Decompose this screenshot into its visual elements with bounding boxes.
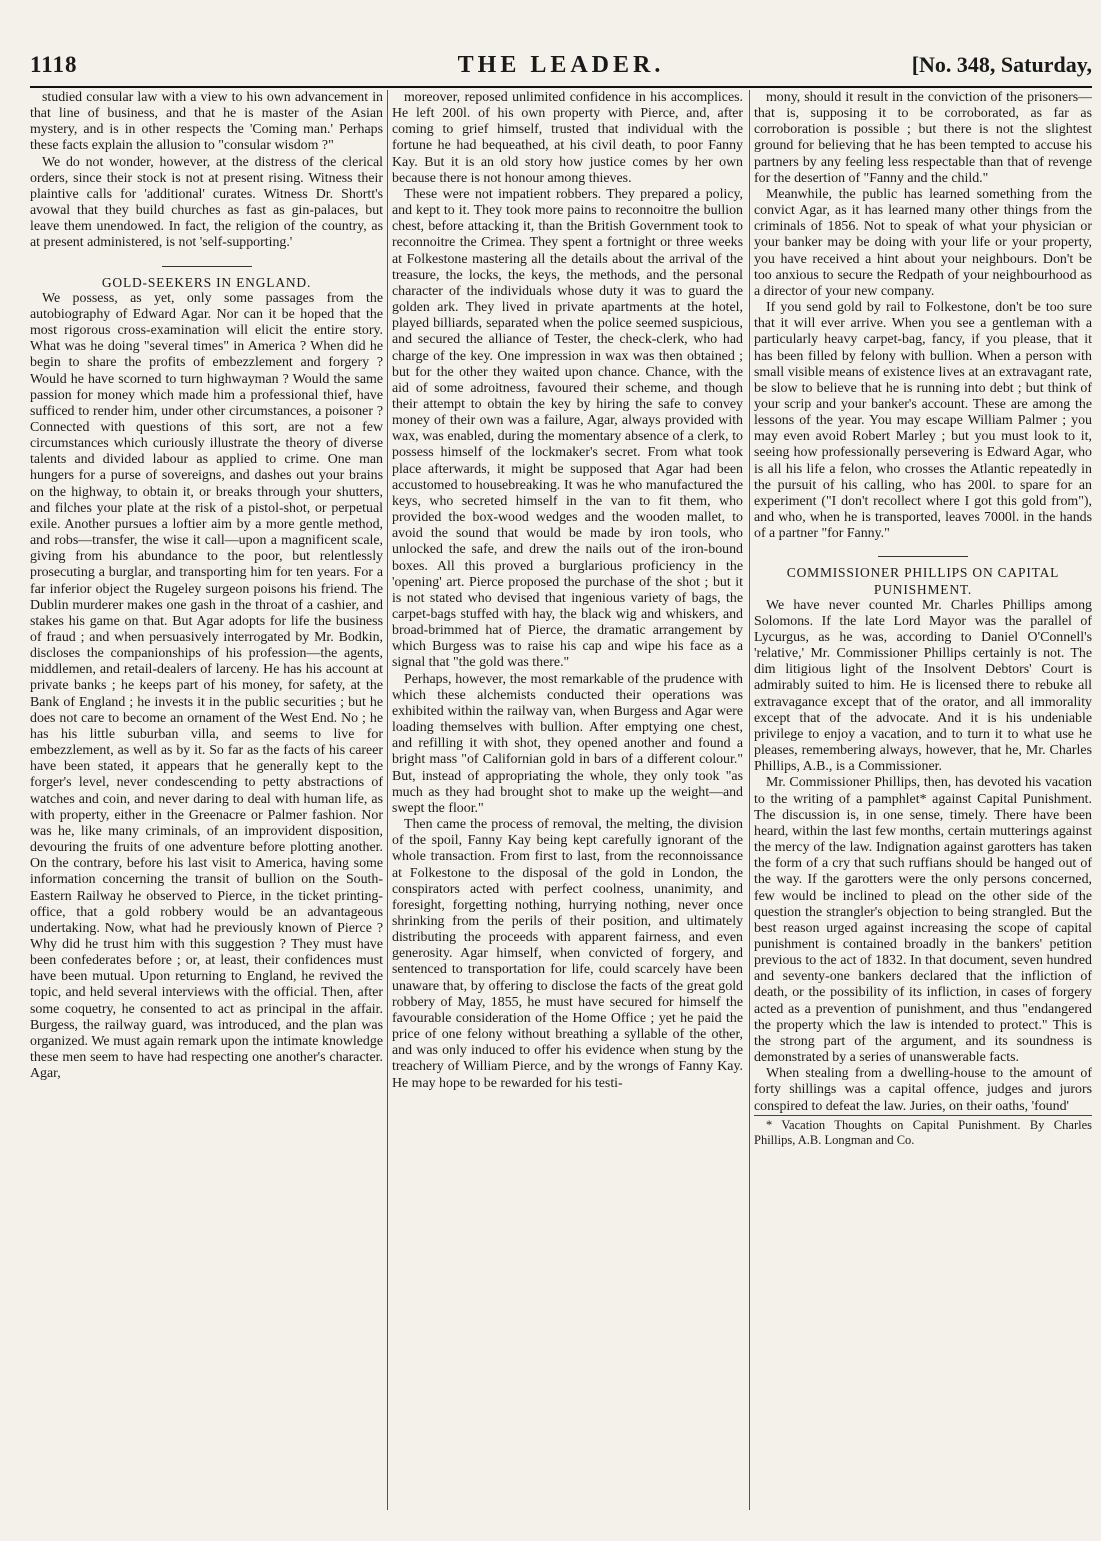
paragraph: We have never counted Mr. Charles Phillips among Solomons. If the late Lord Mayor was the parallel of Lycurgus, as he was, according to Daniel O'Connell's 'relative,' Mr. Commissioner Phillips certainly is not. The dim litigious light of the Insolvent Debtors' Court is admirably suited to him. He is licensed there to rebuke all extravagance except that of the orator, and all immorality except that of the advocate. And it is his undeniable privilege to enjoy a vacation, and to turn it to what use he pleases, remembering always, however, that he, Mr. Charles Phillips, A.B., is a Commissioner. [754,597,1092,775]
paragraph: Perhaps, however, the most remarkable of the prudence with which these alchemists conducted their operations was exhibited within the railway van, when Burgess and Agar were loading themselves with bullion. After emptying one chest, and refilling it with shot, they opened another and found a bright mass "of Californian gold in bars of a different colour." But, instead of appropriating the whole, they only took "as much as they had brought shot to make up the weight—and swept the floor." [392,671,743,816]
column-divider [387,90,388,1510]
column-divider [749,90,750,1510]
paragraph: studied consular law with a view to his own advancement in that line of business, and that he is master of the Asian mystery, and is in other respects the 'Coming man.' Perhaps these facts explain the allusion to "consular wisdom ?" [30,90,383,154]
paragraph: When stealing from a dwelling-house to the amount of forty shillings was a capital offence, judges and jurors conspired to defeat the law. Juries, on their oaths, 'found' [754,1066,1092,1114]
article-title: GOLD-SEEKERS IN ENGLAND. [101,274,312,290]
paragraph: Then came the process of removal, the melting, the division of the spoil, Fanny Kay being kept carefully ignorant of the whole transaction. From first to last, from the reconnoissance at Folkestone to the disposal of the gold in London, the conspirators acted with perfect coolness, unanimity, and foresight, forgetting nothing, hurrying nothing, never once shrinking from the perils of their position, and ultimately distributing the proceeds with apparent fairness, and even generosity. Agar himself, when convicted of forgery, and sentenced to transportation for life, could scarcely have been unaware that, by offering to disclose the facts of the great gold robbery of May, 1855, he must have secured for himself the favourable consideration of the Home Office ; yet he paid the price of one felony without breathing a syllable of the other, and was only induced to offer his evidence when stung by the treachery of William Pierce, and by the wrongs of Fanny Kay. He may hope to be rewarded for his testi- [392,817,743,1091]
issue-info: [No. 348, Saturday, [911,52,1092,77]
masthead-title: THE LEADER. [457,52,665,78]
page-number: 1118 [30,52,78,77]
column-2 [392,90,743,1510]
paragraph: moreover, reposed unlimited confidence in his accomplices. He left 200l. of his own property with Pierce, and, after coming to grief himself, trusted that individual with the fortune he had bequeathed, at his civil death, to poor Fanny Kay. But it is an old story how justice comes by her own because there is not honour among thieves. [392,90,743,186]
paragraph: Mr. Commissioner Phillips, then, has devoted his vacation to the writing of a pamphlet* against Capital Punishment. The discussion is, in one sense, timely. There have been heard, within the last few months, certain mutterings against the mercy of the law. Indignation against garotters has taken the form of a cry that such ruffians should be hanged out of the way. If the garotters were the only persons concerned, few would be inclined to plead on the other side of the question the strangler's objection to being strangled. But the best reason urged against increasing the scope of capital punishment is contained broadly in the bankers' petition previous to the act of 1832. In that document, seven hundred and seventy-one bankers declared that the infliction of death, or the possibility of its infliction, in cases of forgery acted as a prevention of punishment, and thus "endangered the property which the law is intended to protect." This is the strong part of the argument, and its soundness is demonstrated by a series of unanswerable facts. [754,775,1092,1066]
paragraph: Meanwhile, the public has learned something from the convict Agar, as it has learned many other things from the criminals of 1856. Not to speak of what your physician or your banker may be doing with your life or your property, you have received a hint about your neighbours. Don't be too anxious to secure the Redpath of your neighbourhood as a director of your new company. [754,186,1092,299]
article-separator [878,556,968,557]
paragraph: We possess, as yet, only some passages from the autobiography of Edward Agar. Nor can it be hoped that the most rigorous cross-examination will elicit the entire story. What was he doing "several times" in America ? When did he begin to share the profits of embezzlement and forgery ? Would he have scorned to turn highwayman ? Would the same passion for money which made him a professional thief, have sufficed to render him, under other circumstances, a poisoner ? Connected with questions of this sort, are not a few circumstances which curiously illustrate the theory of diverse talents and divided labour as applied to crime. One man hungers for a purse of sovereigns, and dashes out your brains on the highway, to obtain it, or breaks through your shutters, and filches your plate at the risk of a pistol-shot, or perpetual exile. Another pursues a loftier aim by a more gentle method, and robs—transfer, the wise it call—upon a magnificent scale, giving from his abundance to the poor, but relentlessly prosecuting a burglar, and transporting him for ten years. For a far inferior object the Rugeley surgeon poisons his friend. The Dublin murderer makes one gash in the throat of a cashier, and stakes his game on that. But Agar adopts for life the business of fraud ; and when persuasively interrogated by Mr. Bodkin, discloses the companionships of his profession—the agents, middlemen, and retail-dealers of larceny. He has his account at private banks ; he keeps part of his money, for safety, at the Bank of England ; he invests it in the public securities ; but he does not care to become an ornament of the West End. No ; he has his little suburban villa, and seems to live for embezzlement, as well as by it. So far as the facts of his career have been stated, it appears that he generally kept to the forger's level, never condescending to petty abstractions of watches and coin, and never daring to deal with human life, as with property, either in the Greenacre or Palmer fashion. Nor was he, like many criminals, of an improvident disposition, devouring the fruits of one adventure before plotting another. On the contrary, before his last visit to America, having some information concerning the transit of bullion on the South-Eastern Railway he observed to Pierce, in the ticket printing-office, that a gold robbery would be an advantageous undertaking. Now, what had he previously known of Pierce ? Why did he trust him with this suggestion ? They must have been confederates before ; or, at least, their confidences must have been mutual. Upon returning to England, he revived the topic, and held several interviews with the official. Then, after some coquetry, he consented to act as principal in the affair. Burgess, the railway guard, was introduced, and the plan was organized. We must again remark upon the intimate knowledge these men seem to have had respecting one another's character. Agar, [30,290,383,1082]
article-separator [162,266,252,267]
header-rule [30,86,1092,88]
paragraph: mony, should it result in the conviction of the prisoners—that is, supposing it to be corroborated, as far as corroboration is possible ; but there is not the slightest ground for believing that he has been tempted to accuse his partners by any feeling less respectable than that of revenge for the desertion of "Fanny and the child." [754,90,1092,186]
paragraph: These were not impatient robbers. They prepared a policy, and kept to it. They took more pains to reconnoitre the bullion chest, before attacking it, than the British Government took to reconnoitre the Crimea. They spent a fortnight or three weeks at Folkestone mastering all the details about the arrival of the treasure, the locks, the keys, the methods, and the personal character of the individuals whose duty it was to guard the golden ark. They lived in private apartments at the hotel, played billiards, separated when the police seemed suspicious, and secured the alliance of Tester, the check-clerk, who had charge of the key. One impression in wax was then obtained ; but for the other they waited upon chance. Chance, with the aid of some adroitness, favoured their scheme, and though their attempt to obtain the key by hiring the safe to convey money of their own was a failure, Agar, always provided with wax, was enabled, during the momentary absence of a clerk, to possess himself of the lockmaker's secret. From what took place afterwards, it might be supposed that Agar had been accustomed to housebreaking. It was he who manufactured the keys, who secreted himself in the van to fit them, who provided the box-wood wedges and the wooden mallet, to avoid the sound that would be made by iron tools, who unlocked the safe, and drew the nails out of the iron-bound boxes. All this proved a burglarious proficiency in the 'opening' art. Pierce proposed the purchase of the shot ; but it is not stated who devised that ingenious variety of bags, the carpet-bags stuffed with hay, the black wig and whiskers, and broad-brimmed hat of Pierce, the dramatic arrangement by which Burgess was to raise his cap and wipe his face as a signal that "the gold was there." [392,186,743,671]
article-title: COMMISSIONER PHILLIPS ON CAPITAL PUNISHMENT. [786,565,1060,597]
paragraph: If you send gold by rail to Folkestone, don't be too sure that it will ever arrive. When you see a gentleman with a particularly heavy carpet-bag, fancy, if you please, that it has been filled by felony with bullion. When a person with small visible means of existence lives at an extravagant rate, be slow to believe that he is running into debt ; but think of your scrip and your banker's account. These are among the lessons of the year. You may escape William Palmer ; you may even avoid Robert Marley ; but you must look to it, seeing how professionally persevering is Edward Agar, who is all his life a felon, who crosses the Atlantic repeatedly in the pursuit of his calling, who has 200l. to spare for an experiment ("I don't recollect where I got this gold from"), and who, when he is transported, leaves 7000l. in the hands of a partner "for Fanny." [754,300,1092,542]
column-3 [754,90,1092,1510]
column-1 [30,90,383,1510]
footnote: * Vacation Thoughts on Capital Punishment. By Charles Phillips, A.B. Longman and Co. [754,1115,1092,1148]
page-header [30,52,1092,88]
paragraph: We do not wonder, however, at the distress of the clerical orders, since their stock is not at present rising. Witness their plaintive calls for 'additional' curates. Witness Dr. Shortt's avowal that they build churches as fast as gin-palaces, but leave them unendowed. In fact, the religion of the country, as at present administered, is not 'self-supporting.' [30,154,383,251]
